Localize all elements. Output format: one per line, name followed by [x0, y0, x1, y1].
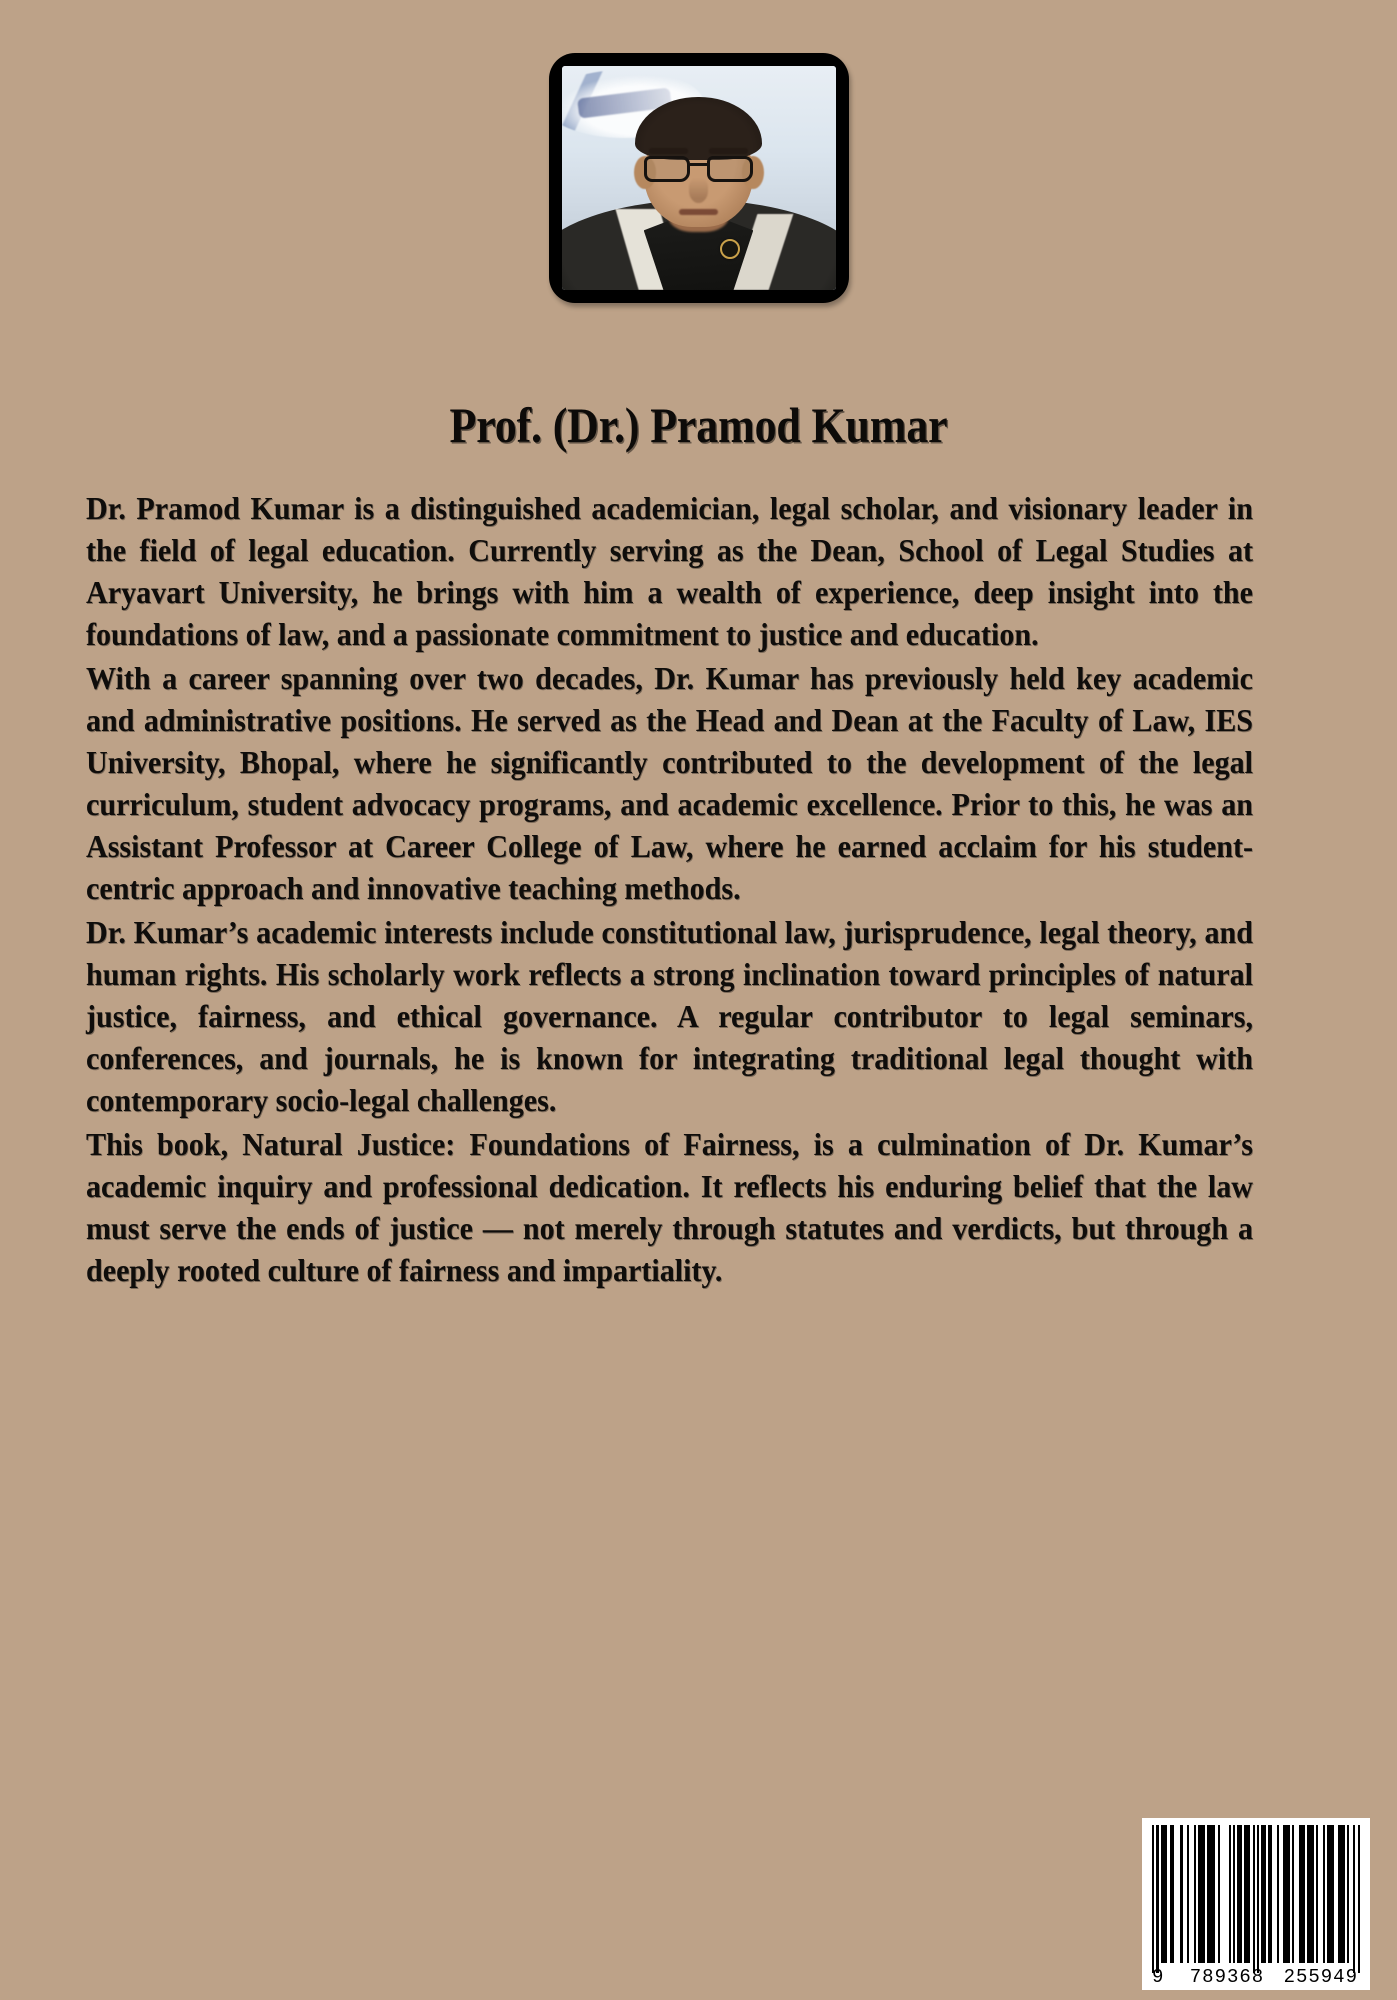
bio-paragraph: Dr. Kumar’s academic interests include constitutional law, jurisprudence, legal theory, and human rights. His scholarly work reflects a strong inclination toward principles of natural justice, fairness, and ethical governance. A regular contributor to legal seminars, conferences, and journals, he is known for integrating traditional legal thought with contemporary socio-legal challenges.: [86, 915, 1254, 1118]
barcode-lead-digit: 9: [1152, 1966, 1165, 1988]
photo-mouth: [679, 209, 717, 214]
isbn-barcode: [1142, 1818, 1370, 1990]
ean13-barcode: [1152, 1825, 1360, 1966]
bio-paragraph: Dr. Pramod Kumar is a distinguished academician, legal scholar, and visionary leader in the field of legal education. Currently serving as the Dean, School of Legal Studies at Aryavart University, he brings with him a wealth of experience, deep insight into the foundations of law, and a passionate commitment to justice and education.: [86, 491, 1254, 652]
photo-lens-right: [707, 156, 753, 183]
photo-glasses-bridge: [690, 163, 708, 167]
author-name-heading: Prof. (Dr.) Pramod Kumar: [449, 397, 948, 453]
photo-eyebrow-right: [709, 148, 747, 154]
author-bio: [86, 488, 1308, 1292]
barcode-digits: [1152, 1966, 1360, 1988]
barcode-left-group: 789368: [1189, 1966, 1265, 1988]
author-photo-frame: [549, 53, 849, 303]
photo-lens-left: [644, 156, 690, 183]
author-portrait-photo: [562, 66, 836, 290]
barcode-right-group: 255949: [1283, 1966, 1358, 1988]
photo-nose: [689, 178, 708, 203]
bio-paragraph: This book, Natural Justice: Foundations of Fairness, is a culmination of Dr. Kumar’s academic inquiry and professional dedication. It reflects his enduring belief that the law must serve the ends of justice — not merely through statutes and verdicts, but through a deeply rooted culture of fairness and impartiality.: [86, 1127, 1254, 1288]
photo-vest-button: [720, 239, 740, 259]
bio-paragraph: With a career spanning over two decades, Dr. Kumar has previously held key academic and administrative positions. He served as the Head and Dean at the Faculty of Law, IES University, Bhopal, where he significantly contributed to the development of the legal curriculum, student advocacy programs, and academic excellence. Prior to this, he was an Assistant Professor at Career College of Law, where he earned acclaim for his student-centric approach and innovative teaching methods.: [86, 661, 1254, 906]
photo-eyebrow-left: [649, 148, 687, 154]
